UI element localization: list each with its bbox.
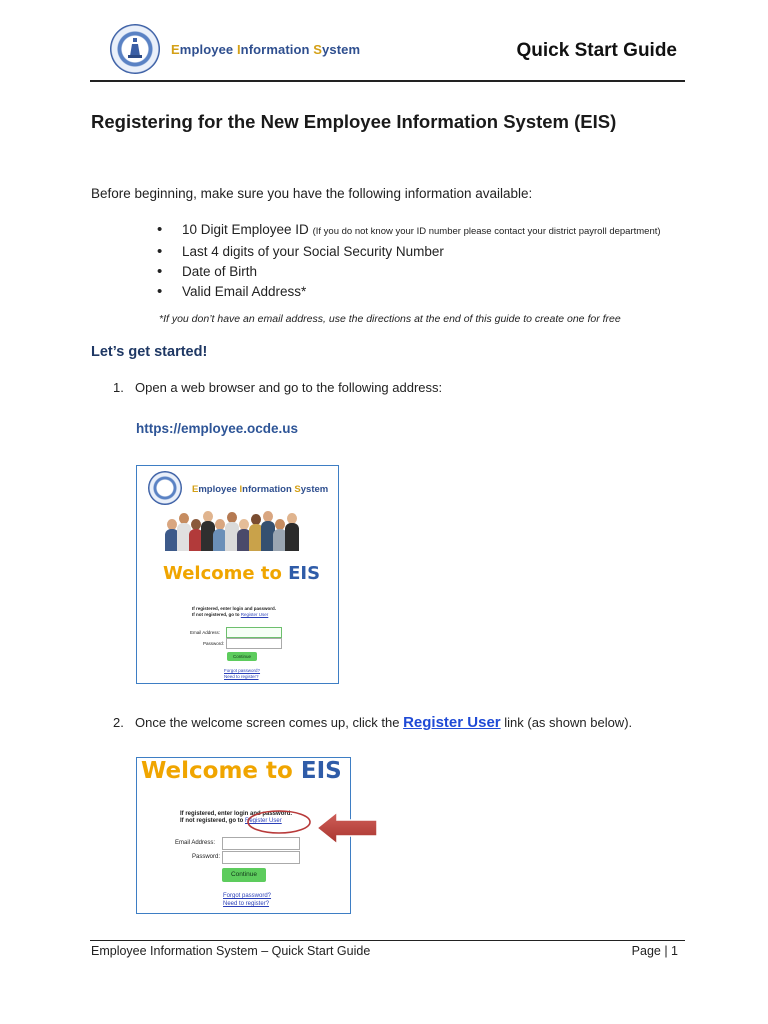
page-title: Registering for the New Employee Information System (EIS): [91, 111, 617, 132]
password-field[interactable]: [226, 638, 282, 649]
need-to-register-link[interactable]: Need to register?: [224, 674, 259, 679]
highlight-circle-icon: [245, 808, 315, 836]
forgot-password-link[interactable]: Forgot password?: [223, 893, 272, 899]
list-item: • Last 4 digits of your Social Security Number: [157, 242, 661, 262]
step-number: 1.: [113, 380, 124, 395]
oc-seal-logo: [148, 471, 182, 505]
register-user-link[interactable]: Register User: [245, 818, 282, 824]
need-to-register-link[interactable]: Need to register?: [223, 901, 270, 907]
step-2: 2. Once the welcome screen comes up, click the Register User link (as shown below).: [113, 714, 633, 731]
password-label: Password:: [192, 854, 221, 860]
forgot-password-link[interactable]: Forgot password?: [224, 668, 261, 673]
step-number: 2.: [113, 715, 124, 730]
list-item: • 10 Digit Employee ID (If you do not know your ID number please contact your district payroll department): [157, 220, 661, 242]
password-label: Password:: [203, 641, 225, 646]
continue-button[interactable]: Continue: [227, 652, 257, 661]
intro-text: Before beginning, make sure you have the following information available:: [91, 186, 533, 201]
footer-divider: [90, 940, 685, 941]
eis-url-link[interactable]: https://employee.ocde.us: [136, 421, 299, 436]
welcome-screenshot-1: [136, 465, 339, 684]
section-heading: Let’s get started!: [91, 344, 208, 360]
bell-tower-icon: [127, 38, 143, 58]
footer-left-text: Employee Information System – Quick Start Guide: [91, 944, 371, 958]
step-1: [113, 380, 442, 395]
welcome-heading: Welcome to EIS: [163, 563, 321, 584]
oc-seal-logo: [110, 24, 160, 74]
welcome-screenshot-2: [136, 757, 351, 914]
person-figure: [285, 513, 299, 551]
continue-button[interactable]: Continue: [222, 868, 266, 882]
page-number: Page | 1: [631, 944, 678, 958]
email-label: Email Address:: [175, 840, 216, 846]
step-text: Open a web browser and go to the following address:: [135, 380, 443, 395]
red-arrow-icon: [315, 810, 381, 846]
register-user-link[interactable]: Register User: [403, 714, 501, 731]
email-footnote: *If you don’t have an email address, use the directions at the end of this guide to create one for free: [159, 313, 621, 325]
header-guide-title: Quick Start Guide: [516, 40, 677, 61]
welcome-heading: Welcome to EIS: [141, 758, 342, 784]
header-divider: [90, 80, 685, 82]
register-user-link[interactable]: Register User: [240, 612, 269, 617]
email-label: Email Address:: [190, 630, 221, 635]
email-field[interactable]: [222, 837, 300, 850]
login-instructions: If registered, enter login and password. If not registered, go to Register User: [192, 606, 277, 617]
login-instructions: If registered, enter login and password. If not registered, go to Register User: [180, 811, 293, 824]
list-item: • Valid Email Address*: [157, 282, 661, 302]
people-photo: [165, 511, 297, 551]
email-field[interactable]: [226, 627, 282, 638]
list-item: • Date of Birth: [157, 262, 661, 282]
requirements-list: [157, 220, 661, 302]
header-logo-text: Employee Information System: [171, 42, 361, 57]
password-field[interactable]: [222, 851, 300, 864]
screenshot-logo-text: Employee Information System: [192, 484, 329, 495]
